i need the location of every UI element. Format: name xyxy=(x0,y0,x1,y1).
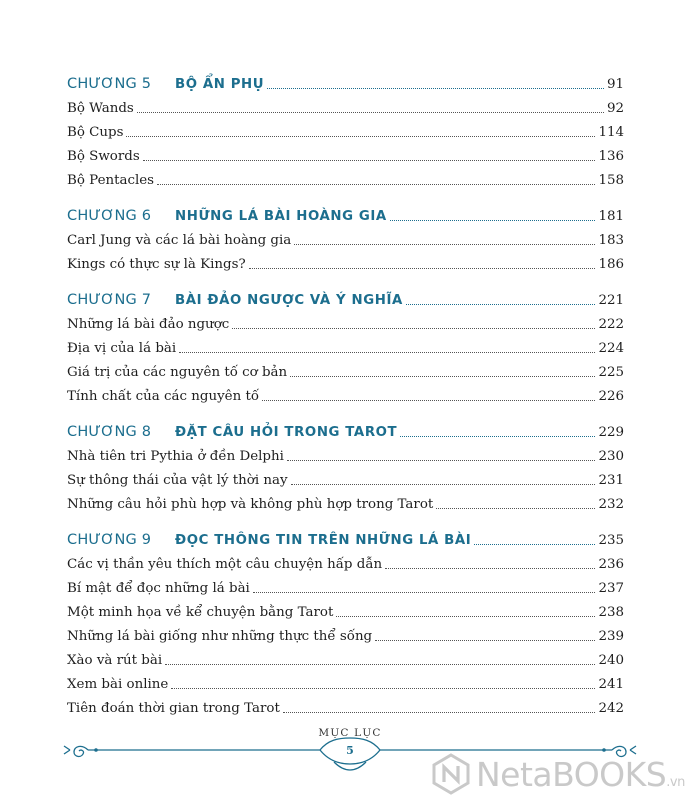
dot-leader xyxy=(137,112,604,113)
toc-entry xyxy=(67,493,624,513)
page-ref: 225 xyxy=(598,365,624,380)
page-ref: 235 xyxy=(598,533,624,548)
toc-entry xyxy=(67,625,624,645)
entry-title: Những câu hỏi phù hợp và không phù hợp trong Tarot xyxy=(67,497,434,512)
entry-title: Các vị thần yêu thích một câu chuyện hấp dẫn xyxy=(67,557,383,572)
dot-leader xyxy=(290,376,595,377)
chapter-number: CHƯƠNG 8 xyxy=(67,424,152,440)
dot-leader xyxy=(294,244,595,245)
entry-title: Bộ Pentacles xyxy=(67,173,155,188)
entry-title: Tính chất của các nguyên tố xyxy=(67,389,260,404)
dot-leader xyxy=(474,544,595,545)
toc-entry xyxy=(67,385,624,405)
entry-title: Xào và rút bài xyxy=(67,653,163,668)
dot-leader xyxy=(390,220,596,221)
entry-title: Giá trị của các nguyên tố cơ bản xyxy=(67,365,288,380)
dot-leader xyxy=(165,664,595,665)
page-ref: 226 xyxy=(598,389,624,404)
dot-leader xyxy=(375,640,595,641)
page-ref: 237 xyxy=(598,581,624,596)
page-ref: 158 xyxy=(598,173,624,188)
chapter-heading xyxy=(67,289,624,309)
page-ref: 230 xyxy=(598,449,624,464)
toc-entry xyxy=(67,649,624,669)
page-ref: 224 xyxy=(598,341,624,356)
chapter-heading xyxy=(67,73,624,93)
page-ref: 239 xyxy=(598,629,624,644)
running-footer-title: MỤC LỤC xyxy=(318,727,382,739)
dot-leader xyxy=(143,160,596,161)
dot-leader xyxy=(283,712,596,713)
chapter-heading xyxy=(67,205,624,225)
page-ref: 181 xyxy=(598,209,624,224)
toc-entry xyxy=(67,697,624,717)
dot-leader xyxy=(336,616,595,617)
entry-title: Những lá bài đảo ngược xyxy=(67,317,230,332)
page-ref: 91 xyxy=(606,77,624,92)
toc-entry xyxy=(67,169,624,189)
dot-leader xyxy=(287,460,596,461)
entry-title: Carl Jung và các lá bài hoàng gia xyxy=(67,233,292,248)
toc-entry xyxy=(67,469,624,489)
chapter-number: CHƯƠNG 6 xyxy=(67,208,152,224)
entry-title: Bộ Swords xyxy=(67,149,140,164)
dot-leader xyxy=(262,400,595,401)
toc-entry xyxy=(67,313,624,333)
page-ref: 240 xyxy=(598,653,624,668)
chapter-heading xyxy=(67,529,624,549)
page-ref: 229 xyxy=(598,425,624,440)
dot-leader xyxy=(126,136,595,137)
page-number: 5 xyxy=(346,744,354,757)
page-ref: 92 xyxy=(606,101,624,116)
entry-title: Xem bài online xyxy=(67,677,169,692)
chapter-title: BỘ ẨN PHỤ xyxy=(175,77,265,92)
page-ref: 232 xyxy=(598,497,624,512)
watermark-text: NetaBOOKS.vn xyxy=(476,754,685,794)
entry-title: Một minh họa về kể chuyện bằng Tarot xyxy=(67,605,334,620)
page-ref: 241 xyxy=(598,677,624,692)
dot-leader xyxy=(179,352,595,353)
toc-entry xyxy=(67,253,624,273)
page-ref: 236 xyxy=(598,557,624,572)
chapter-number: CHƯƠNG 7 xyxy=(67,292,152,308)
toc-entry xyxy=(67,445,624,465)
dot-leader xyxy=(232,328,595,329)
chapter-title: NHỮNG LÁ BÀI HOÀNG GIA xyxy=(175,209,387,224)
entry-title: Bộ Cups xyxy=(67,125,124,140)
toc-entry xyxy=(67,121,624,141)
dot-leader xyxy=(400,436,595,437)
dot-leader xyxy=(253,592,596,593)
toc-entry xyxy=(67,601,624,621)
dot-leader xyxy=(171,688,595,689)
entry-title: Địa vị của lá bài xyxy=(67,341,177,356)
chapter-number: CHƯƠNG 9 xyxy=(67,532,152,548)
page-ref: 186 xyxy=(598,257,624,272)
toc-entry xyxy=(67,361,624,381)
dot-leader xyxy=(291,484,596,485)
entry-title: Những lá bài giống như những thực thể sống xyxy=(67,629,373,644)
toc-entry xyxy=(67,97,624,117)
page-ref: 238 xyxy=(598,605,624,620)
entry-title: Nhà tiên tri Pythia ở đền Delphi xyxy=(67,449,284,464)
dot-leader xyxy=(157,184,595,185)
page-ref: 242 xyxy=(598,701,624,716)
toc-entry xyxy=(67,673,624,693)
chapter-title: ĐẶT CÂU HỎI TRONG TAROT xyxy=(175,425,398,440)
toc-entry xyxy=(67,577,624,597)
entry-title: Bí mật để đọc những lá bài xyxy=(67,581,250,596)
entry-title: Tiên đoán thời gian trong Tarot xyxy=(67,701,280,716)
page-ref: 221 xyxy=(598,293,624,308)
entry-title: Sự thông thái của vật lý thời nay xyxy=(67,473,288,488)
entry-title: Bộ Wands xyxy=(67,101,134,116)
page-ref: 231 xyxy=(598,473,624,488)
dot-leader xyxy=(406,304,596,305)
chapter-number: CHƯƠNG 5 xyxy=(67,76,152,92)
page-ref: 183 xyxy=(598,233,624,248)
watermark xyxy=(430,752,685,796)
page-ref: 136 xyxy=(598,149,624,164)
entry-title: Kings có thực sự là Kings? xyxy=(67,257,246,272)
page-ref: 222 xyxy=(598,317,624,332)
toc-entry xyxy=(67,553,624,573)
toc-entry xyxy=(67,229,624,249)
dot-leader xyxy=(267,88,604,89)
chapter-title: ĐỌC THÔNG TIN TRÊN NHỮNG LÁ BÀI xyxy=(175,533,472,548)
toc-entry xyxy=(67,145,624,165)
dot-leader xyxy=(385,568,595,569)
netabooks-logo-icon xyxy=(430,753,472,795)
chapter-heading xyxy=(67,421,624,441)
dot-leader xyxy=(436,508,595,509)
dot-leader xyxy=(249,268,596,269)
toc-entry xyxy=(67,337,624,357)
chapter-title: BÀI ĐẢO NGƯỢC VÀ Ý NGHĨA xyxy=(175,293,403,308)
page-ref: 114 xyxy=(598,125,624,140)
